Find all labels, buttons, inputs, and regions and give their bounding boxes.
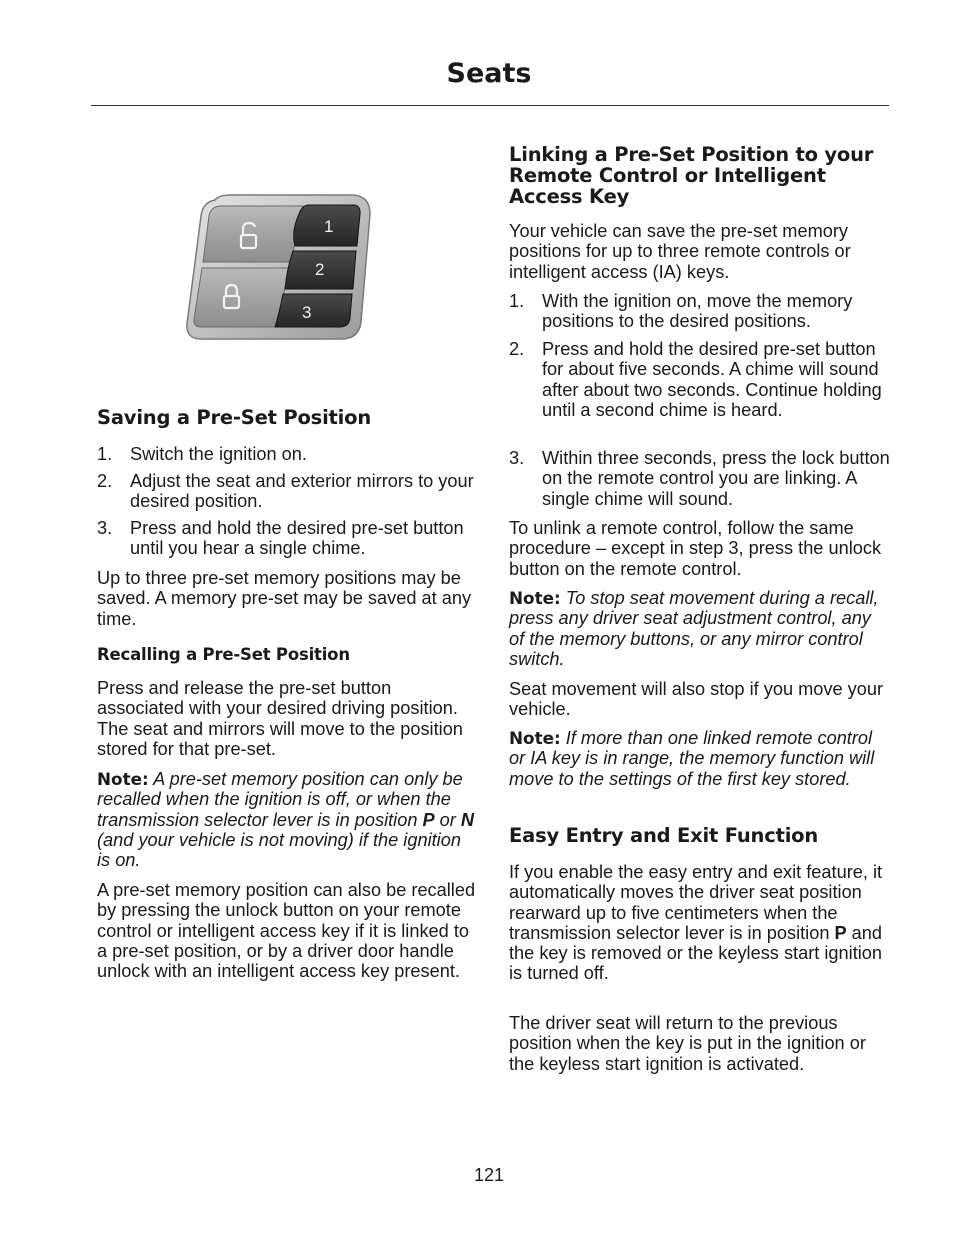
- list-item: [97, 518, 477, 559]
- linking-heading: Linking a Pre-Set Position to your Remote Control or Intelligent Access Key: [509, 143, 874, 208]
- easy-entry-paragraph: If you enable the easy entry and exit feature, it automatically moves the driver seat position rearward up to five centimeters when the transmission selector lever is in position P and the key is removed or the keyless start ignition is turned off.: [509, 862, 883, 984]
- list-item: [509, 448, 891, 509]
- list-number: 1.: [97, 444, 113, 464]
- unlink-paragraph: To unlink a remote control, follow the same procedure – except in step 3, press the unlock button on the remote control.: [509, 518, 882, 579]
- list-item: [509, 291, 891, 332]
- title-divider: [91, 105, 889, 106]
- stop-paragraph: Seat movement will also stop if you move your vehicle.: [509, 679, 884, 720]
- list-text: With the ignition on, move the memory positions to the desired positions.: [542, 291, 853, 332]
- page-number: 121: [473, 1165, 505, 1185]
- list-number: 3.: [97, 518, 113, 538]
- list-item: [509, 339, 891, 420]
- list-text: Within three seconds, press the lock button on the remote control you are linking. A single chime will sound.: [542, 448, 890, 509]
- memory-button-3: 3: [302, 303, 312, 322]
- list-number: 3.: [509, 448, 525, 468]
- list-item: [97, 471, 477, 512]
- list-number: 1.: [509, 291, 525, 311]
- list-item: [97, 444, 477, 464]
- note-linked-keys: Note: If more than one linked remote control or IA key is in range, the memory function will move to the settings of the first key stored.: [509, 728, 875, 789]
- note-stop-movement: Note: To stop seat movement during a recall, press any driver seat adjustment control, any of the memory buttons, or any mirror control switch.: [509, 588, 879, 669]
- page-title: Seats: [446, 58, 532, 89]
- list-number: 2.: [97, 471, 113, 491]
- memory-button-1: 1: [324, 217, 334, 236]
- list-text: Adjust the seat and exterior mirrors to your desired position.: [130, 471, 474, 512]
- recall-paragraph: Press and release the pre-set button associated with your desired driving position. The seat and mirrors will move to the position stored for that pre-set.: [97, 678, 463, 759]
- saving-paragraph: Up to three pre-set memory positions may be saved. A memory pre-set may be saved at any time.: [97, 568, 472, 629]
- list-number: 2.: [509, 339, 525, 359]
- note-label: Note:: [509, 588, 561, 608]
- linking-paragraph: Your vehicle can save the pre-set memory positions for up to three remote controls or intelligent access (IA) keys.: [509, 221, 851, 282]
- list-text: Switch the ignition on.: [130, 444, 307, 464]
- note-label: Note:: [509, 728, 561, 748]
- memory-button-2: 2: [315, 260, 325, 279]
- remote-recall-paragraph: A pre-set memory position can also be recalled by pressing the unlock button on your remote control or intelligent access key if it is linked to a pre-set position, or by a driver door handle unlock with an intelligent access key present.: [97, 880, 476, 982]
- note-recall: Note: A pre-set memory position can only be recalled when the ignition is off, or when the transmission selector lever is in position P or N (and your vehicle is not moving) if the ignition is on.: [97, 769, 475, 871]
- memory-seat-buttons-figure: [183, 192, 373, 342]
- recall-heading: Recalling a Pre-Set Position: [97, 645, 350, 664]
- list-text: Press and hold the desired pre-set button for about five seconds. A chime will sound after about two seconds. Continue holding until a second chime is heard.: [542, 339, 882, 420]
- return-paragraph: The driver seat will return to the previous position when the key is put in the ignition or the keyless start ignition is activated.: [509, 1013, 866, 1074]
- list-text: Press and hold the desired pre-set button until you hear a single chime.: [130, 518, 464, 559]
- easy-entry-heading: Easy Entry and Exit Function: [509, 824, 819, 847]
- note-label: Note:: [97, 769, 149, 789]
- saving-heading: Saving a Pre-Set Position: [97, 406, 372, 429]
